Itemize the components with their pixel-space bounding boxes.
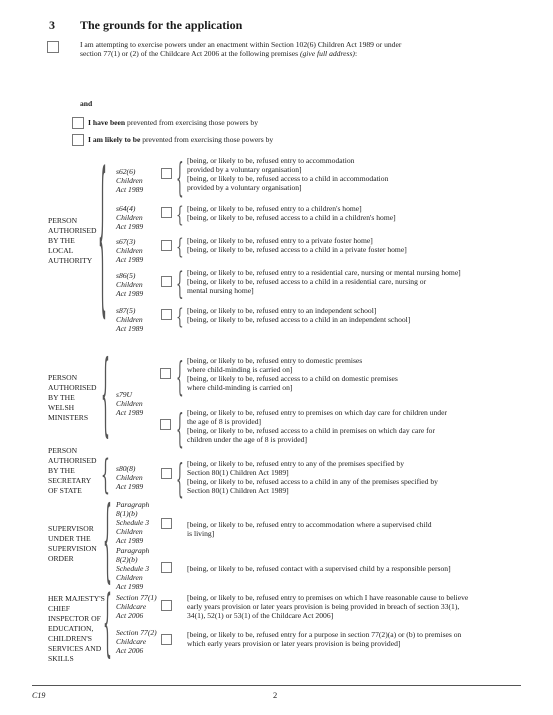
brace-s79u-a: {	[176, 353, 184, 400]
group-hmi: HER MAJESTY'S CHIEF INSPECTOR OF EDUCATION, CHILDREN'S SERVICES AND SKILLS	[48, 594, 105, 663]
brace-s79u-b: {	[176, 405, 184, 452]
checkbox-s79u-b[interactable]	[160, 419, 171, 430]
checkbox-s80[interactable]	[161, 468, 172, 479]
checkbox-para-8-1-b[interactable]	[161, 518, 172, 529]
options-s77-2: [being, or likely to be, refused entry for a purpose in section 77(2)(a) or (b) to premises on which early years provision or later years provision is being provided]	[187, 630, 462, 648]
group-welsh-ministers: PERSON AUTHORISED BY THE WELSH MINISTERS	[48, 373, 97, 422]
cite-s77-1: Section 77(1) Childcare Act 2006	[116, 593, 157, 620]
options-s87: [being, or likely to be, refused entry to an independent school] [being, or likely to be, refused access to a child in an independent school]	[187, 306, 411, 324]
brace-welsh-ministers: {	[101, 347, 110, 450]
cite-s77-2: Section 77(2) Childcare Act 2006	[116, 628, 157, 655]
checkbox-para-8-2-b[interactable]	[161, 562, 172, 573]
cite-s62: s62(6) Children Act 1989	[116, 167, 144, 194]
cite-para-8-1-b: Paragraph 8(1)(b) Schedule 3 Children Act 1989	[116, 500, 150, 545]
brace-s86: {	[176, 265, 184, 302]
page-number: 2	[273, 690, 278, 700]
cite-para-8-2-b: Paragraph 8(2)(b) Schedule 3 Children Act 1989	[116, 546, 150, 591]
group-secretary-of-state: PERSON AUTHORISED BY THE SECRETARY OF STATE	[48, 446, 97, 495]
group-local-authority: PERSON AUTHORISED BY THE LOCAL AUTHORITY	[48, 216, 97, 265]
brace-s64: {	[176, 202, 184, 228]
cite-s64: s64(4) Children Act 1989	[116, 204, 144, 231]
checkbox-s77-2[interactable]	[161, 634, 172, 645]
options-s62: [being, or likely to be, refused entry to accommodation provided by a voluntary organisation] [being, or likely to be, refused access to a child in accommodation provided by a voluntary organisation]	[187, 156, 389, 192]
and-label: and	[80, 99, 93, 108]
checkbox-s67[interactable]	[161, 240, 172, 251]
checkbox-s86[interactable]	[161, 276, 172, 287]
cite-s79u: s79U Children Act 1989	[116, 390, 144, 417]
have-been-prevented-checkbox[interactable]	[72, 117, 84, 129]
group-supervisor: SUPERVISOR UNDER THE SUPERVISION ORDER	[48, 524, 97, 563]
options-s80: [being, or likely to be, refused entry to any of the premises specified by Section 80(1) Children Act 1989] [being, or likely to be, refused access to a child in any of the premises specified by Section 80(1) Children Act 1989]	[187, 459, 438, 495]
options-s77-1: [being, or likely to be, refused entry to premises on which I have reasonable cause to believe early years provision or later years provision is being provided in breach of section 33(1), 34(1), 52(1) or 53(1) of the Childcare Act 2006]	[187, 593, 469, 620]
likely-prevented-label: I am likely to be prevented from exercising those powers by	[88, 135, 274, 144]
checkbox-s64[interactable]	[161, 207, 172, 218]
section-title: The grounds for the application	[80, 18, 243, 32]
brace-s80: {	[176, 455, 184, 502]
brace-s62: {	[176, 154, 184, 201]
options-para-8-2-b: [being, or likely to be, refused contact with a supervised child by a responsible person]	[187, 564, 451, 573]
brace-s67: {	[176, 234, 184, 260]
brace-secretary-of-state: {	[101, 453, 110, 500]
options-para-8-1-b: [being, or likely to be, refused entry to accommodation where a supervised child is living]	[187, 520, 432, 538]
checkbox-s87[interactable]	[161, 309, 172, 320]
form-code: C19	[32, 691, 46, 700]
options-s86: [being, or likely to be, refused entry to a residential care, nursing or mental nursing home] [being, or likely to be, refused access to a child in a residential care, nursing or mental nursing home]	[187, 268, 461, 295]
options-s79u-a: [being, or likely to be, refused entry to domestic premises where child-minding is carried on] [being, or likely to be, refused access to a child on domestic premises where child-minding is carried on]	[187, 356, 398, 392]
footer-rule	[32, 685, 521, 686]
intro-text: I am attempting to exercise powers under an enactment within Section 102(6) Children Act 1989 or under section 77(1) or (2) of the Childcare Act 2006 at the following premises (give full address):	[80, 40, 402, 58]
checkbox-s62[interactable]	[161, 168, 172, 179]
cite-s86: s86(5) Children Act 1989	[116, 271, 144, 298]
brace-local-authority: {	[98, 148, 107, 340]
brace-supervisor: {	[103, 493, 112, 596]
brace-hmi: {	[103, 584, 112, 668]
checkbox-s79u-a[interactable]	[160, 368, 171, 379]
cite-s80: s80(8) Children Act 1989	[116, 464, 144, 491]
cite-s67: s67(3) Children Act 1989	[116, 237, 144, 264]
options-s79u-b: [being, or likely to be, refused entry to premises on which day care for children under the age of 8 is provided] [being, or likely to be, refused access to a child in premises on which day care for children under the age of 8 is provided]	[187, 408, 447, 444]
premises-checkbox[interactable]	[47, 41, 59, 53]
have-been-prevented-label: I have been prevented from exercising those powers by	[88, 118, 258, 127]
options-s64: [being, or likely to be, refused entry to a children's home] [being, or likely to be, refused access to a child in a children's home]	[187, 204, 396, 222]
section-number: 3	[49, 18, 55, 32]
options-s67: [being, or likely to be, refused entry to a private foster home] [being, or likely to be, refused access to a child in a private foster home]	[187, 236, 407, 254]
brace-s87: {	[176, 304, 184, 330]
checkbox-s77-1[interactable]	[161, 600, 172, 611]
likely-prevented-checkbox[interactable]	[72, 134, 84, 146]
cite-s87: s87(5) Children Act 1989	[116, 306, 144, 333]
